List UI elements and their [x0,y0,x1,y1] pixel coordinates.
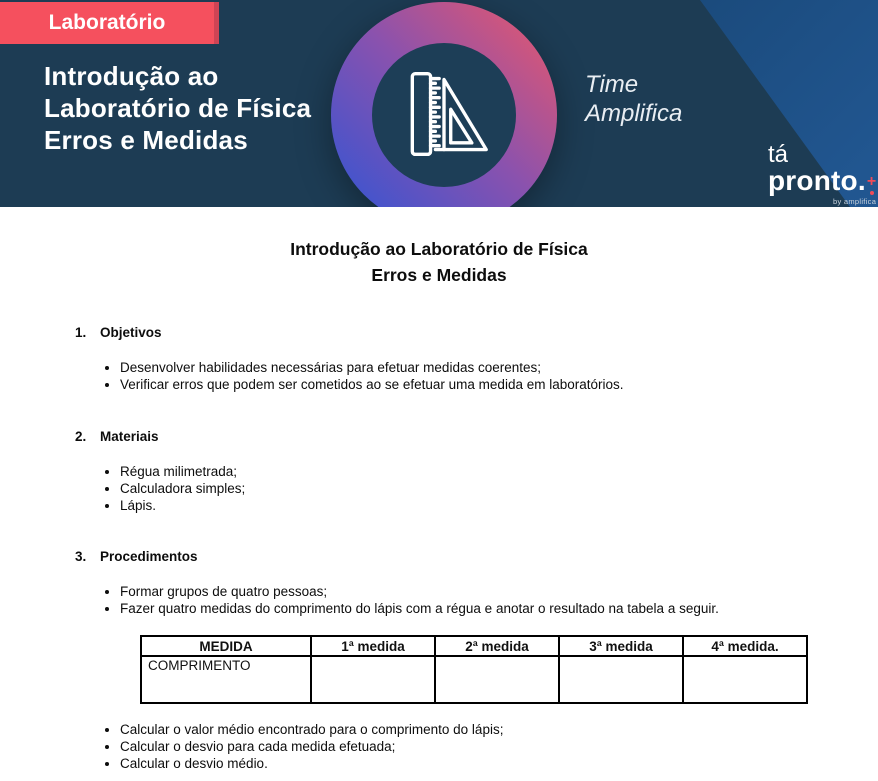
ta-pronto-logo [768,143,876,206]
section-title: Procedimentos [100,549,198,564]
list-item: • Calcular o desvio médio. [120,755,878,772]
category-tag-label: Laboratório [48,11,166,34]
document-page [0,236,878,772]
list-item: • Formar grupos de quatro pessoas; [120,583,878,600]
list-item: • Calculadora simples; [120,480,878,497]
table-header-medida-4: 4ª medida. [683,636,807,656]
table-header-medida-1: 1ª medida [311,636,435,656]
table-header-medida: MEDIDA [141,636,311,656]
objetivos-list [0,359,878,393]
table-row [141,656,807,703]
table-header-medida-2: 2ª medida [435,636,559,656]
section-number: 2. [75,429,87,444]
document-title-line1: Introdução ao Laboratório de Física [290,239,588,259]
list-item: • Calcular o desvio para cada medida efetuada; [120,738,878,755]
section-title: Objetivos [100,325,162,340]
team-label [585,70,682,128]
ruler-and-set-square-icon [396,67,492,163]
team-label-line1: Time [585,71,639,98]
table-header-medida-3: 3ª medida [559,636,683,656]
table-cell-empty [311,656,435,703]
banner-title-line3: Erros e Medidas [44,125,248,155]
table-cell-empty [435,656,559,703]
document-title-line2: Erros e Medidas [371,265,507,285]
list-item: • Fazer quatro medidas do comprimento do lápis com a régua e anotar o resultado na tabela a seguir. [120,600,878,617]
table-cell-empty [559,656,683,703]
banner-title-line1: Introdução ao [44,61,219,91]
header-banner [0,0,878,207]
banner-title-line2: Laboratório de Física [44,93,312,123]
list-item: • Desenvolver habilidades necessárias para efetuar medidas coerentes; [120,359,878,376]
table-header-row [141,636,807,656]
ring-inner-circle [372,43,516,187]
table-cell-empty [683,656,807,703]
section-number: 3. [75,549,87,564]
logo-ta-text: tá [768,141,789,168]
calculos-list [0,721,878,772]
section-heading-objetivos [0,325,878,341]
measurements-table [140,635,808,704]
sparkle-icon: + [867,176,876,195]
section-heading-materiais [0,429,878,445]
table-cell-comprimento: COMPRIMENTO [141,656,311,703]
list-item: • Verificar erros que podem ser cometidos ao se efetuar uma medida em laboratórios. [120,376,878,393]
category-tag [0,2,219,44]
list-item: • Lápis. [120,497,878,514]
logo-byline: by amplifica [832,197,877,206]
team-label-line2: Amplifica [585,100,683,127]
list-item: • Calcular o valor médio encontrado para o comprimento do lápis; [120,721,878,738]
materiais-list [0,463,878,514]
section-heading-procedimentos [0,549,878,565]
procedimentos-list [0,583,878,617]
logo-pronto-text: pronto. [768,165,866,196]
section-number: 1. [75,325,87,340]
gradient-ring [331,2,557,207]
list-item: • Régua milimetrada; [120,463,878,480]
document-title [0,236,878,288]
banner-title [44,60,311,156]
section-title: Materiais [100,429,159,444]
